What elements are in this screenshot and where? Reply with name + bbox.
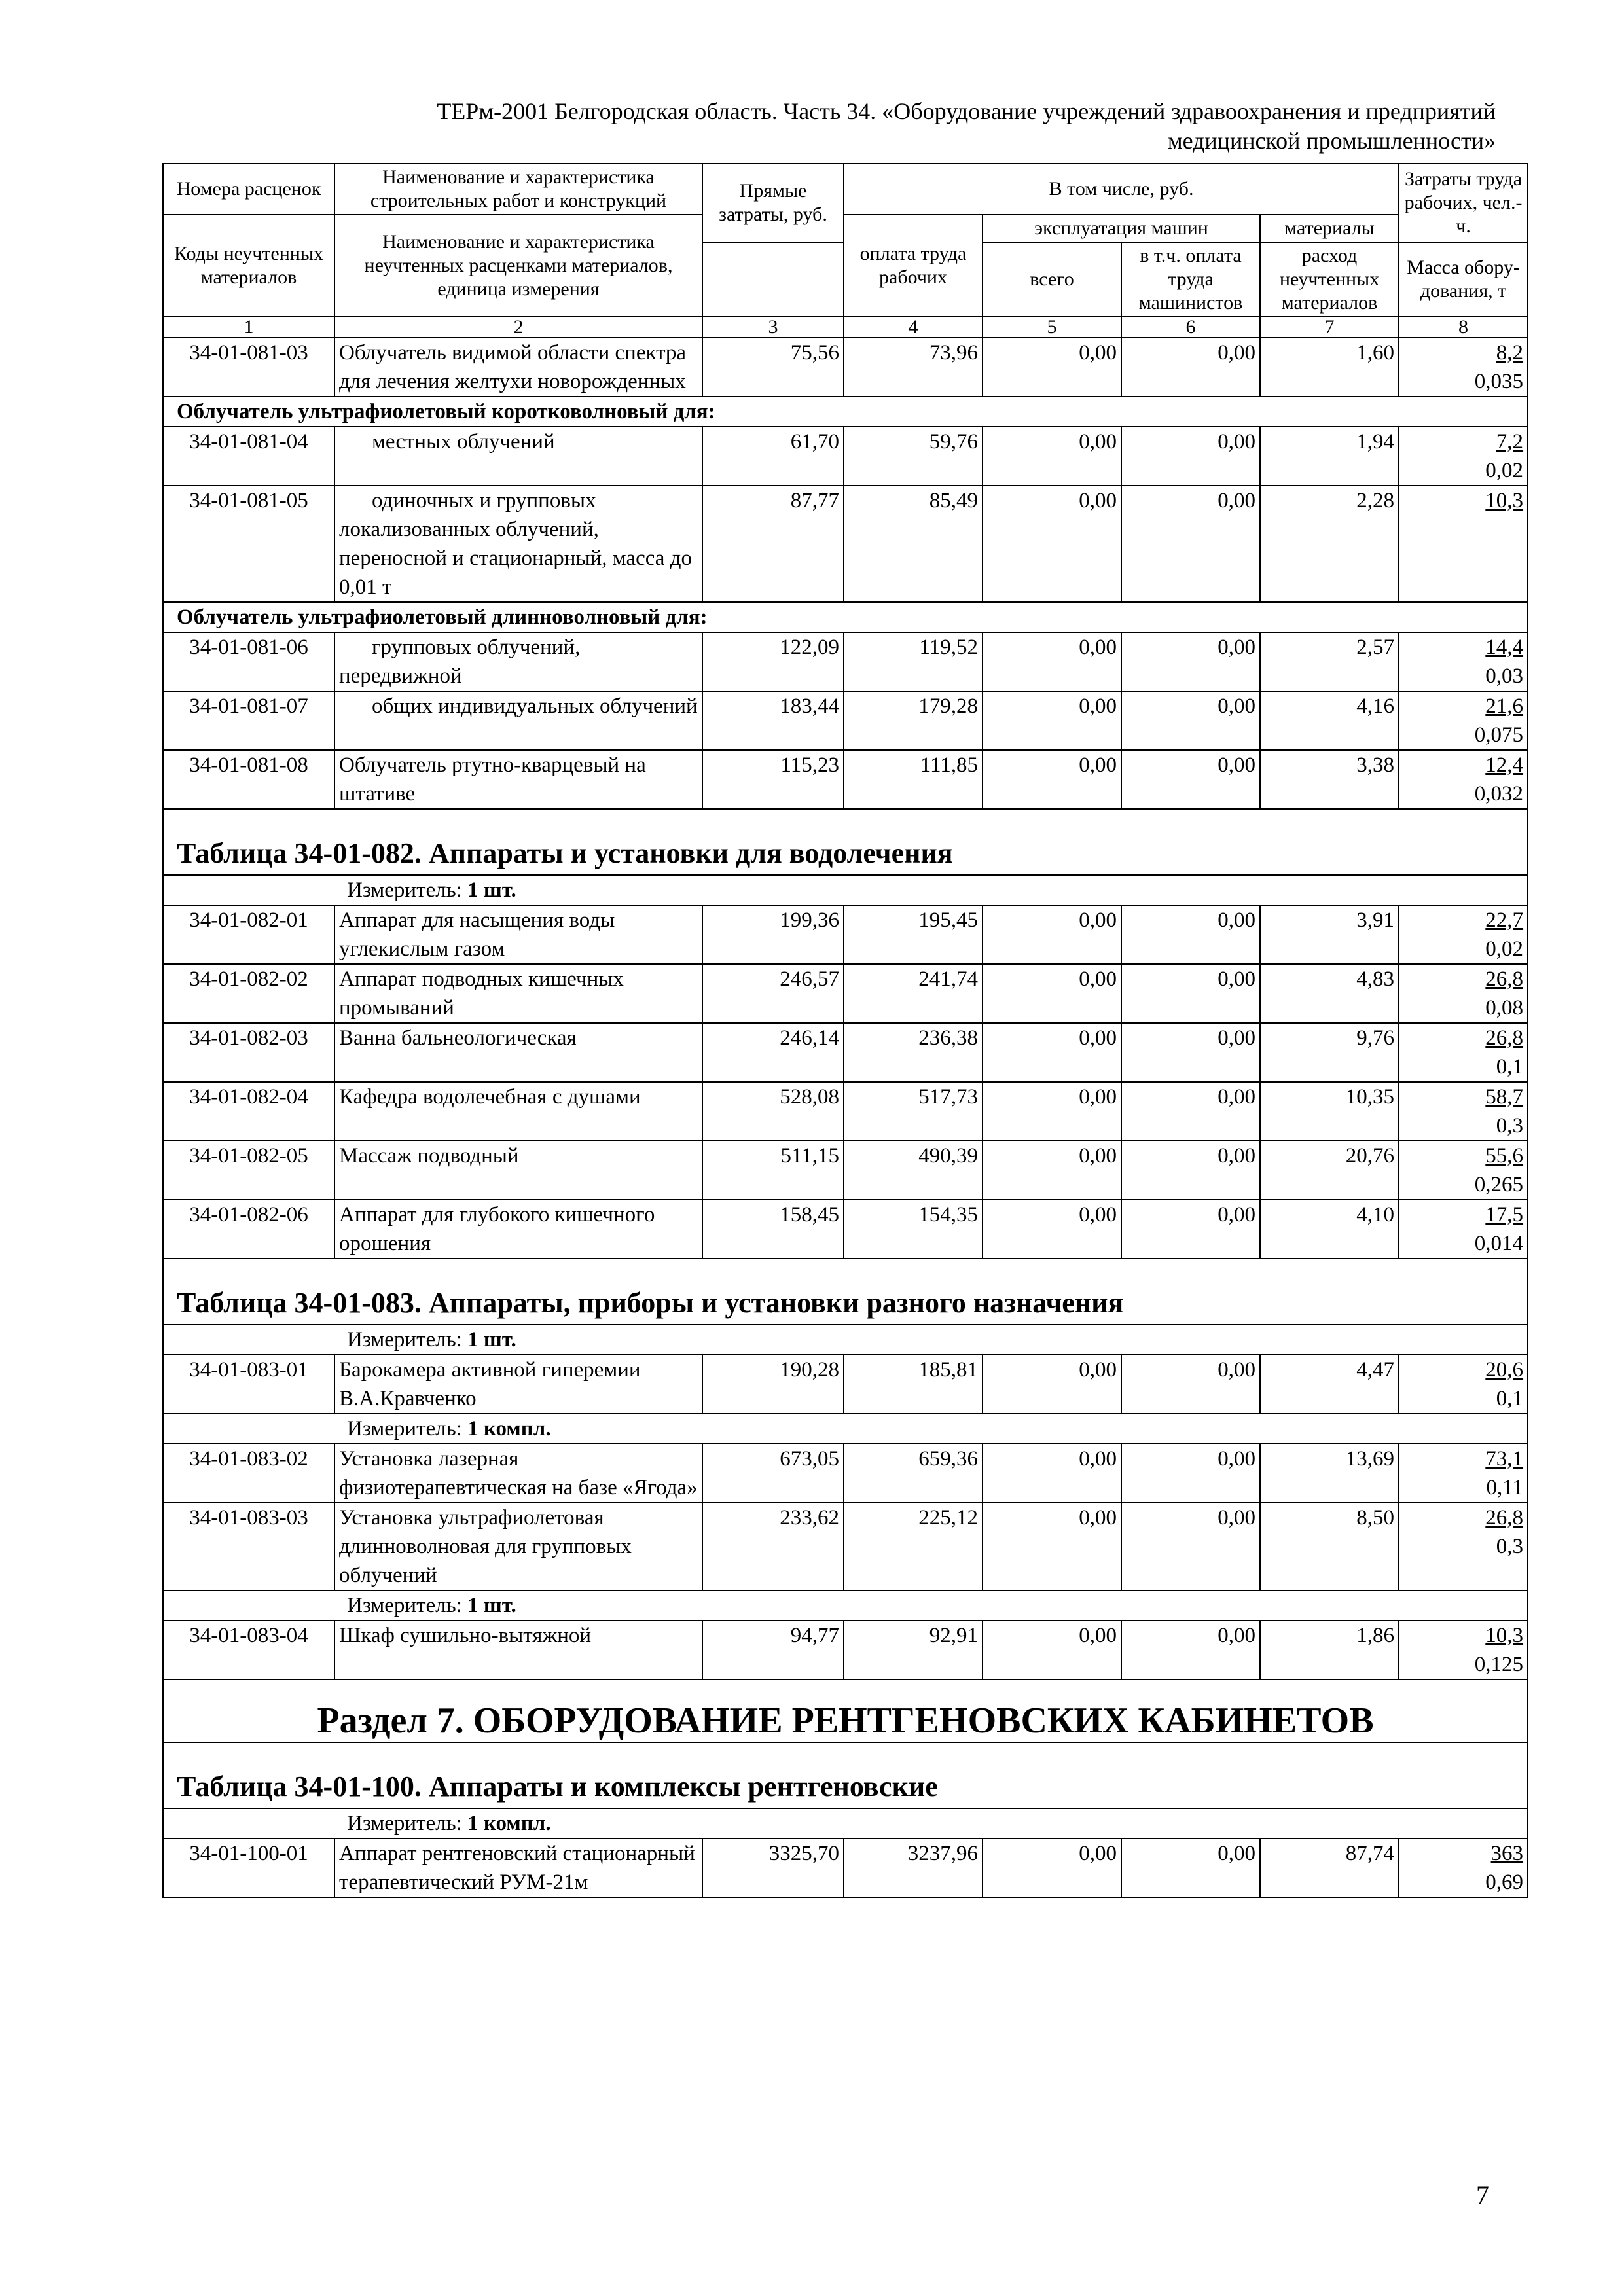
col8-bottom-header: Масса обору-дования, т bbox=[1399, 242, 1528, 317]
direct-cost: 94,77 bbox=[702, 1621, 844, 1679]
col2-top-header: Наименование и характеристика строительных работ и конструкций bbox=[334, 164, 702, 215]
labor-hours: 21,6 bbox=[1485, 694, 1524, 718]
labor-hours: 26,8 bbox=[1485, 1506, 1524, 1530]
materials-cost: 87,74 bbox=[1260, 1839, 1399, 1897]
measure-unit bbox=[163, 1590, 1528, 1621]
machines-total: 0,00 bbox=[983, 905, 1121, 964]
labor-and-mass bbox=[1399, 1141, 1528, 1200]
subgroup-row bbox=[163, 397, 1528, 427]
table-row bbox=[163, 1621, 1528, 1679]
estimate-table bbox=[162, 163, 1528, 1898]
machinist-wage: 0,00 bbox=[1121, 486, 1260, 602]
table-row bbox=[163, 1355, 1528, 1414]
materials-cost: 2,57 bbox=[1260, 632, 1399, 691]
measure-row bbox=[163, 1590, 1528, 1621]
section-title-row bbox=[163, 1679, 1528, 1742]
materials-cost: 20,76 bbox=[1260, 1141, 1399, 1200]
worker-wage: 3237,96 bbox=[844, 1839, 983, 1897]
labor-hours: 20,6 bbox=[1485, 1358, 1524, 1382]
rate-name: Барокамера активной гиперемии В.А.Кравченко bbox=[334, 1355, 702, 1414]
equipment-mass: 0,1 bbox=[1496, 1387, 1524, 1410]
worker-wage: 195,45 bbox=[844, 905, 983, 964]
direct-cost: 158,45 bbox=[702, 1200, 844, 1259]
measure-label: Измеритель: bbox=[347, 1328, 468, 1352]
labor-and-mass bbox=[1399, 1023, 1528, 1082]
header-line-2: медицинской промышленности» bbox=[1167, 128, 1496, 154]
page-number: 7 bbox=[1476, 2180, 1489, 2210]
equipment-mass: 0,08 bbox=[1485, 996, 1524, 1020]
machinist-wage: 0,00 bbox=[1121, 1082, 1260, 1141]
materials-cost: 3,91 bbox=[1260, 905, 1399, 964]
materials-cost: 1,86 bbox=[1260, 1621, 1399, 1679]
labor-hours: 55,6 bbox=[1485, 1144, 1524, 1168]
rate-code: 34-01-083-02 bbox=[163, 1444, 334, 1503]
labor-hours: 26,8 bbox=[1485, 967, 1524, 991]
table-row bbox=[163, 964, 1528, 1023]
labor-and-mass bbox=[1399, 964, 1528, 1023]
rate-name: местных облучений bbox=[334, 427, 702, 486]
table-row bbox=[163, 1503, 1528, 1590]
materials-cost: 4,83 bbox=[1260, 964, 1399, 1023]
table-row bbox=[163, 1023, 1528, 1082]
rate-name: Аппарат рентгеновский стационарный терапевтический РУМ-21м bbox=[334, 1839, 702, 1897]
rate-name: Облучатель видимой области спектра для лечения желтухи новорожденных bbox=[334, 338, 702, 397]
labor-and-mass bbox=[1399, 486, 1528, 602]
rate-code: 34-01-082-03 bbox=[163, 1023, 334, 1082]
labor-hours: 8,2 bbox=[1496, 341, 1524, 365]
direct-cost: 61,70 bbox=[702, 427, 844, 486]
rate-code: 34-01-082-01 bbox=[163, 905, 334, 964]
direct-cost: 528,08 bbox=[702, 1082, 844, 1141]
equipment-mass: 0,035 bbox=[1474, 370, 1524, 393]
rate-code: 34-01-081-07 bbox=[163, 691, 334, 750]
equipment-mass: 0,03 bbox=[1485, 664, 1524, 688]
worker-wage: 659,36 bbox=[844, 1444, 983, 1503]
equipment-mass: 0,69 bbox=[1485, 1871, 1524, 1894]
table-row bbox=[163, 1839, 1528, 1897]
materials-header: материалы bbox=[1260, 215, 1399, 242]
machinist-wage: 0,00 bbox=[1121, 1355, 1260, 1414]
materials-cost: 8,50 bbox=[1260, 1503, 1399, 1590]
rate-code: 34-01-082-02 bbox=[163, 964, 334, 1023]
machines-total: 0,00 bbox=[983, 632, 1121, 691]
worker-wage: 111,85 bbox=[844, 750, 983, 809]
machinist-wage: 0,00 bbox=[1121, 1444, 1260, 1503]
labor-hours: 73,1 bbox=[1485, 1447, 1524, 1471]
rate-code: 34-01-082-06 bbox=[163, 1200, 334, 1259]
machines-total: 0,00 bbox=[983, 1355, 1121, 1414]
col5-header: всего bbox=[983, 242, 1121, 317]
table-row bbox=[163, 750, 1528, 809]
table-title-row bbox=[163, 809, 1528, 875]
rate-code: 34-01-083-03 bbox=[163, 1503, 334, 1590]
rate-name: Установка лазерная физиотерапевтическая на базе «Ягода» bbox=[334, 1444, 702, 1503]
rate-name: одиночных и групповых локализованных облучений, переносной и стационарный, масса до 0,01 т bbox=[334, 486, 702, 602]
machines-total: 0,00 bbox=[983, 1621, 1121, 1679]
materials-cost: 4,47 bbox=[1260, 1355, 1399, 1414]
materials-cost: 13,69 bbox=[1260, 1444, 1399, 1503]
worker-wage: 154,35 bbox=[844, 1200, 983, 1259]
rate-code: 34-01-082-04 bbox=[163, 1082, 334, 1141]
table-body bbox=[163, 338, 1528, 1897]
machines-total: 0,00 bbox=[983, 691, 1121, 750]
labor-and-mass bbox=[1399, 1082, 1528, 1141]
worker-wage: 119,52 bbox=[844, 632, 983, 691]
worker-wage: 490,39 bbox=[844, 1141, 983, 1200]
column-number: 5 bbox=[983, 317, 1121, 338]
direct-cost: 75,56 bbox=[702, 338, 844, 397]
labor-and-mass bbox=[1399, 905, 1528, 964]
machines-total: 0,00 bbox=[983, 1200, 1121, 1259]
table-row bbox=[163, 427, 1528, 486]
column-number: 2 bbox=[334, 317, 702, 338]
including-header: В том числе, руб. bbox=[844, 164, 1399, 215]
rate-name: Шкаф сушильно-вытяжной bbox=[334, 1621, 702, 1679]
section-title: Раздел 7. ОБОРУДОВАНИЕ РЕНТГЕНОВСКИХ КАБИНЕТОВ bbox=[163, 1679, 1528, 1742]
rate-name: Ванна бальнеологическая bbox=[334, 1023, 702, 1082]
machines-total: 0,00 bbox=[983, 750, 1121, 809]
materials-cost: 9,76 bbox=[1260, 1023, 1399, 1082]
measure-row bbox=[163, 1808, 1528, 1839]
materials-cost: 4,10 bbox=[1260, 1200, 1399, 1259]
labor-hours: 22,7 bbox=[1485, 908, 1524, 932]
worker-wage: 73,96 bbox=[844, 338, 983, 397]
equipment-mass: 0,014 bbox=[1474, 1232, 1524, 1255]
rate-name: Облучатель ртутно-кварцевый на штативе bbox=[334, 750, 702, 809]
header-line-1: ТЕРм-2001 Белгородская область. Часть 34. «Оборудование учреждений здравоохранения и предприятий bbox=[437, 98, 1496, 124]
measure-label: Измеритель: bbox=[347, 1594, 468, 1617]
table-row bbox=[163, 1200, 1528, 1259]
col4-header: оплата труда рабочих bbox=[844, 215, 983, 317]
subgroup-title: Облучатель ультрафиолетовый длинноволновый для: bbox=[163, 602, 1528, 632]
direct-cost: 183,44 bbox=[702, 691, 844, 750]
equipment-mass: 0,02 bbox=[1485, 937, 1524, 961]
machinist-wage: 0,00 bbox=[1121, 905, 1260, 964]
measure-label: Измеритель: bbox=[347, 1417, 468, 1441]
materials-cost: 1,94 bbox=[1260, 427, 1399, 486]
col1-top-header: Номера расценок bbox=[163, 164, 334, 215]
direct-cost: 199,36 bbox=[702, 905, 844, 964]
direct-cost: 511,15 bbox=[702, 1141, 844, 1200]
machinist-wage: 0,00 bbox=[1121, 1503, 1260, 1590]
machinist-wage: 0,00 bbox=[1121, 750, 1260, 809]
rate-name: общих индивидуальных облучений bbox=[334, 691, 702, 750]
rate-code: 34-01-081-08 bbox=[163, 750, 334, 809]
materials-cost: 3,38 bbox=[1260, 750, 1399, 809]
machines-total: 0,00 bbox=[983, 486, 1121, 602]
col2-bottom-header: Наименование и характеристика неучтенных расценками материалов, единица измерения bbox=[334, 215, 702, 317]
labor-and-mass bbox=[1399, 338, 1528, 397]
worker-wage: 225,12 bbox=[844, 1503, 983, 1590]
table-row bbox=[163, 338, 1528, 397]
table-header bbox=[163, 164, 1528, 338]
table-title: Таблица 34-01-100. Аппараты и комплексы рентгеновские bbox=[163, 1742, 1528, 1808]
measure-value: 1 шт. bbox=[467, 878, 516, 902]
equipment-mass: 0,075 bbox=[1474, 723, 1524, 747]
running-header bbox=[164, 97, 1496, 156]
table-title: Таблица 34-01-083. Аппараты, приборы и установки разного назначения bbox=[163, 1259, 1528, 1325]
labor-hours: 26,8 bbox=[1485, 1026, 1524, 1050]
rate-code: 34-01-083-04 bbox=[163, 1621, 334, 1679]
measure-label: Измеритель: bbox=[347, 878, 468, 902]
labor-and-mass bbox=[1399, 632, 1528, 691]
machines-total: 0,00 bbox=[983, 964, 1121, 1023]
measure-unit bbox=[163, 1325, 1528, 1355]
column-number: 8 bbox=[1399, 317, 1528, 338]
direct-cost: 246,14 bbox=[702, 1023, 844, 1082]
subgroup-row bbox=[163, 602, 1528, 632]
labor-hours: 10,3 bbox=[1485, 1624, 1524, 1647]
labor-hours: 363 bbox=[1490, 1842, 1524, 1865]
materials-cost: 1,60 bbox=[1260, 338, 1399, 397]
labor-and-mass bbox=[1399, 691, 1528, 750]
machinist-wage: 0,00 bbox=[1121, 427, 1260, 486]
machines-total: 0,00 bbox=[983, 1444, 1121, 1503]
labor-and-mass bbox=[1399, 1200, 1528, 1259]
equipment-mass bbox=[1403, 515, 1523, 544]
labor-hours: 10,3 bbox=[1485, 489, 1524, 512]
rate-code: 34-01-081-03 bbox=[163, 338, 334, 397]
equipment-mass: 0,11 bbox=[1486, 1476, 1524, 1499]
rate-name: групповых облучений, передвижной bbox=[334, 632, 702, 691]
worker-wage: 517,73 bbox=[844, 1082, 983, 1141]
labor-and-mass bbox=[1399, 1621, 1528, 1679]
direct-cost: 87,77 bbox=[702, 486, 844, 602]
direct-cost: 190,28 bbox=[702, 1355, 844, 1414]
measure-unit bbox=[163, 1808, 1528, 1839]
direct-cost: 673,05 bbox=[702, 1444, 844, 1503]
labor-hours: 58,7 bbox=[1485, 1085, 1524, 1109]
rate-name: Массаж подводный bbox=[334, 1141, 702, 1200]
worker-wage: 241,74 bbox=[844, 964, 983, 1023]
equipment-mass: 0,032 bbox=[1474, 782, 1524, 806]
table-row bbox=[163, 1141, 1528, 1200]
rate-name: Кафедра водолечебная с душами bbox=[334, 1082, 702, 1141]
table-row bbox=[163, 486, 1528, 602]
equipment-mass: 0,265 bbox=[1474, 1173, 1524, 1196]
equipment-mass: 0,125 bbox=[1474, 1653, 1524, 1676]
direct-cost: 3325,70 bbox=[702, 1839, 844, 1897]
rate-name: Аппарат для глубокого кишечного орошения bbox=[334, 1200, 702, 1259]
subgroup-title: Облучатель ультрафиолетовый коротковолновый для: bbox=[163, 397, 1528, 427]
measure-value: 1 шт. bbox=[467, 1594, 516, 1617]
table-title: Таблица 34-01-082. Аппараты и установки для водолечения bbox=[163, 809, 1528, 875]
labor-and-mass bbox=[1399, 1444, 1528, 1503]
machines-header: эксплуатация машин bbox=[983, 215, 1260, 242]
table-row bbox=[163, 691, 1528, 750]
equipment-mass: 0,02 bbox=[1485, 459, 1524, 482]
machinist-wage: 0,00 bbox=[1121, 1839, 1260, 1897]
worker-wage: 59,76 bbox=[844, 427, 983, 486]
col1-bottom-header: Коды неучтенных материалов bbox=[163, 215, 334, 317]
measure-row bbox=[163, 875, 1528, 905]
col3-header: Прямые затраты, руб. bbox=[702, 164, 844, 242]
machines-total: 0,00 bbox=[983, 1141, 1121, 1200]
rate-code: 34-01-083-01 bbox=[163, 1355, 334, 1414]
column-numbers-row bbox=[163, 317, 1528, 338]
table-row bbox=[163, 905, 1528, 964]
table-title-row bbox=[163, 1742, 1528, 1808]
worker-wage: 185,81 bbox=[844, 1355, 983, 1414]
measure-value: 1 компл. bbox=[467, 1417, 551, 1441]
equipment-mass: 0,1 bbox=[1496, 1055, 1524, 1079]
machinist-wage: 0,00 bbox=[1121, 1023, 1260, 1082]
rate-code: 34-01-100-01 bbox=[163, 1839, 334, 1897]
equipment-mass: 0,3 bbox=[1496, 1114, 1524, 1138]
labor-and-mass bbox=[1399, 1355, 1528, 1414]
materials-cost: 10,35 bbox=[1260, 1082, 1399, 1141]
machinist-wage: 0,00 bbox=[1121, 1141, 1260, 1200]
machines-total: 0,00 bbox=[983, 1082, 1121, 1141]
rate-code: 34-01-081-06 bbox=[163, 632, 334, 691]
rate-code: 34-01-081-05 bbox=[163, 486, 334, 602]
col7-header: расход неучтенных материалов bbox=[1260, 242, 1399, 317]
equipment-mass: 0,3 bbox=[1496, 1535, 1524, 1558]
measure-label: Измеритель: bbox=[347, 1812, 468, 1835]
machinist-wage: 0,00 bbox=[1121, 632, 1260, 691]
measure-unit bbox=[163, 1414, 1528, 1444]
machinist-wage: 0,00 bbox=[1121, 338, 1260, 397]
labor-hours: 12,4 bbox=[1485, 753, 1524, 777]
measure-value: 1 шт. bbox=[467, 1328, 516, 1352]
column-number: 1 bbox=[163, 317, 334, 338]
rate-name: Аппарат для насыщения воды углекислым газом bbox=[334, 905, 702, 964]
col6-header: в т.ч. оплата труда машинистов bbox=[1121, 242, 1260, 317]
labor-and-mass bbox=[1399, 1503, 1528, 1590]
rate-code: 34-01-082-05 bbox=[163, 1141, 334, 1200]
worker-wage: 179,28 bbox=[844, 691, 983, 750]
direct-cost: 233,62 bbox=[702, 1503, 844, 1590]
direct-cost: 115,23 bbox=[702, 750, 844, 809]
measure-unit bbox=[163, 875, 1528, 905]
table-row bbox=[163, 1082, 1528, 1141]
machines-total: 0,00 bbox=[983, 1839, 1121, 1897]
labor-hours: 7,2 bbox=[1496, 430, 1524, 454]
machines-total: 0,00 bbox=[983, 1023, 1121, 1082]
table-row bbox=[163, 1444, 1528, 1503]
table-row bbox=[163, 632, 1528, 691]
machinist-wage: 0,00 bbox=[1121, 691, 1260, 750]
measure-row bbox=[163, 1414, 1528, 1444]
column-number: 6 bbox=[1121, 317, 1260, 338]
column-number: 4 bbox=[844, 317, 983, 338]
labor-hours: 14,4 bbox=[1485, 636, 1524, 659]
rate-name: Установка ультрафиолетовая длинноволновая для групповых облучений bbox=[334, 1503, 702, 1590]
table-title-row bbox=[163, 1259, 1528, 1325]
materials-cost: 2,28 bbox=[1260, 486, 1399, 602]
materials-cost: 4,16 bbox=[1260, 691, 1399, 750]
column-number: 3 bbox=[702, 317, 844, 338]
machinist-wage: 0,00 bbox=[1121, 1200, 1260, 1259]
machines-total: 0,00 bbox=[983, 427, 1121, 486]
direct-cost: 122,09 bbox=[702, 632, 844, 691]
worker-wage: 236,38 bbox=[844, 1023, 983, 1082]
direct-cost: 246,57 bbox=[702, 964, 844, 1023]
labor-and-mass bbox=[1399, 750, 1528, 809]
labor-hours: 17,5 bbox=[1485, 1203, 1524, 1227]
labor-and-mass bbox=[1399, 427, 1528, 486]
measure-row bbox=[163, 1325, 1528, 1355]
worker-wage: 85,49 bbox=[844, 486, 983, 602]
machinist-wage: 0,00 bbox=[1121, 1621, 1260, 1679]
column-number: 7 bbox=[1260, 317, 1399, 338]
machines-total: 0,00 bbox=[983, 338, 1121, 397]
rate-code: 34-01-081-04 bbox=[163, 427, 334, 486]
measure-value: 1 компл. bbox=[467, 1812, 551, 1835]
rate-name: Аппарат подводных кишечных промываний bbox=[334, 964, 702, 1023]
worker-wage: 92,91 bbox=[844, 1621, 983, 1679]
machinist-wage: 0,00 bbox=[1121, 964, 1260, 1023]
labor-and-mass bbox=[1399, 1839, 1528, 1897]
machines-total: 0,00 bbox=[983, 1503, 1121, 1590]
col8-top-header: Затраты труда рабочих, чел.-ч. bbox=[1399, 164, 1528, 242]
